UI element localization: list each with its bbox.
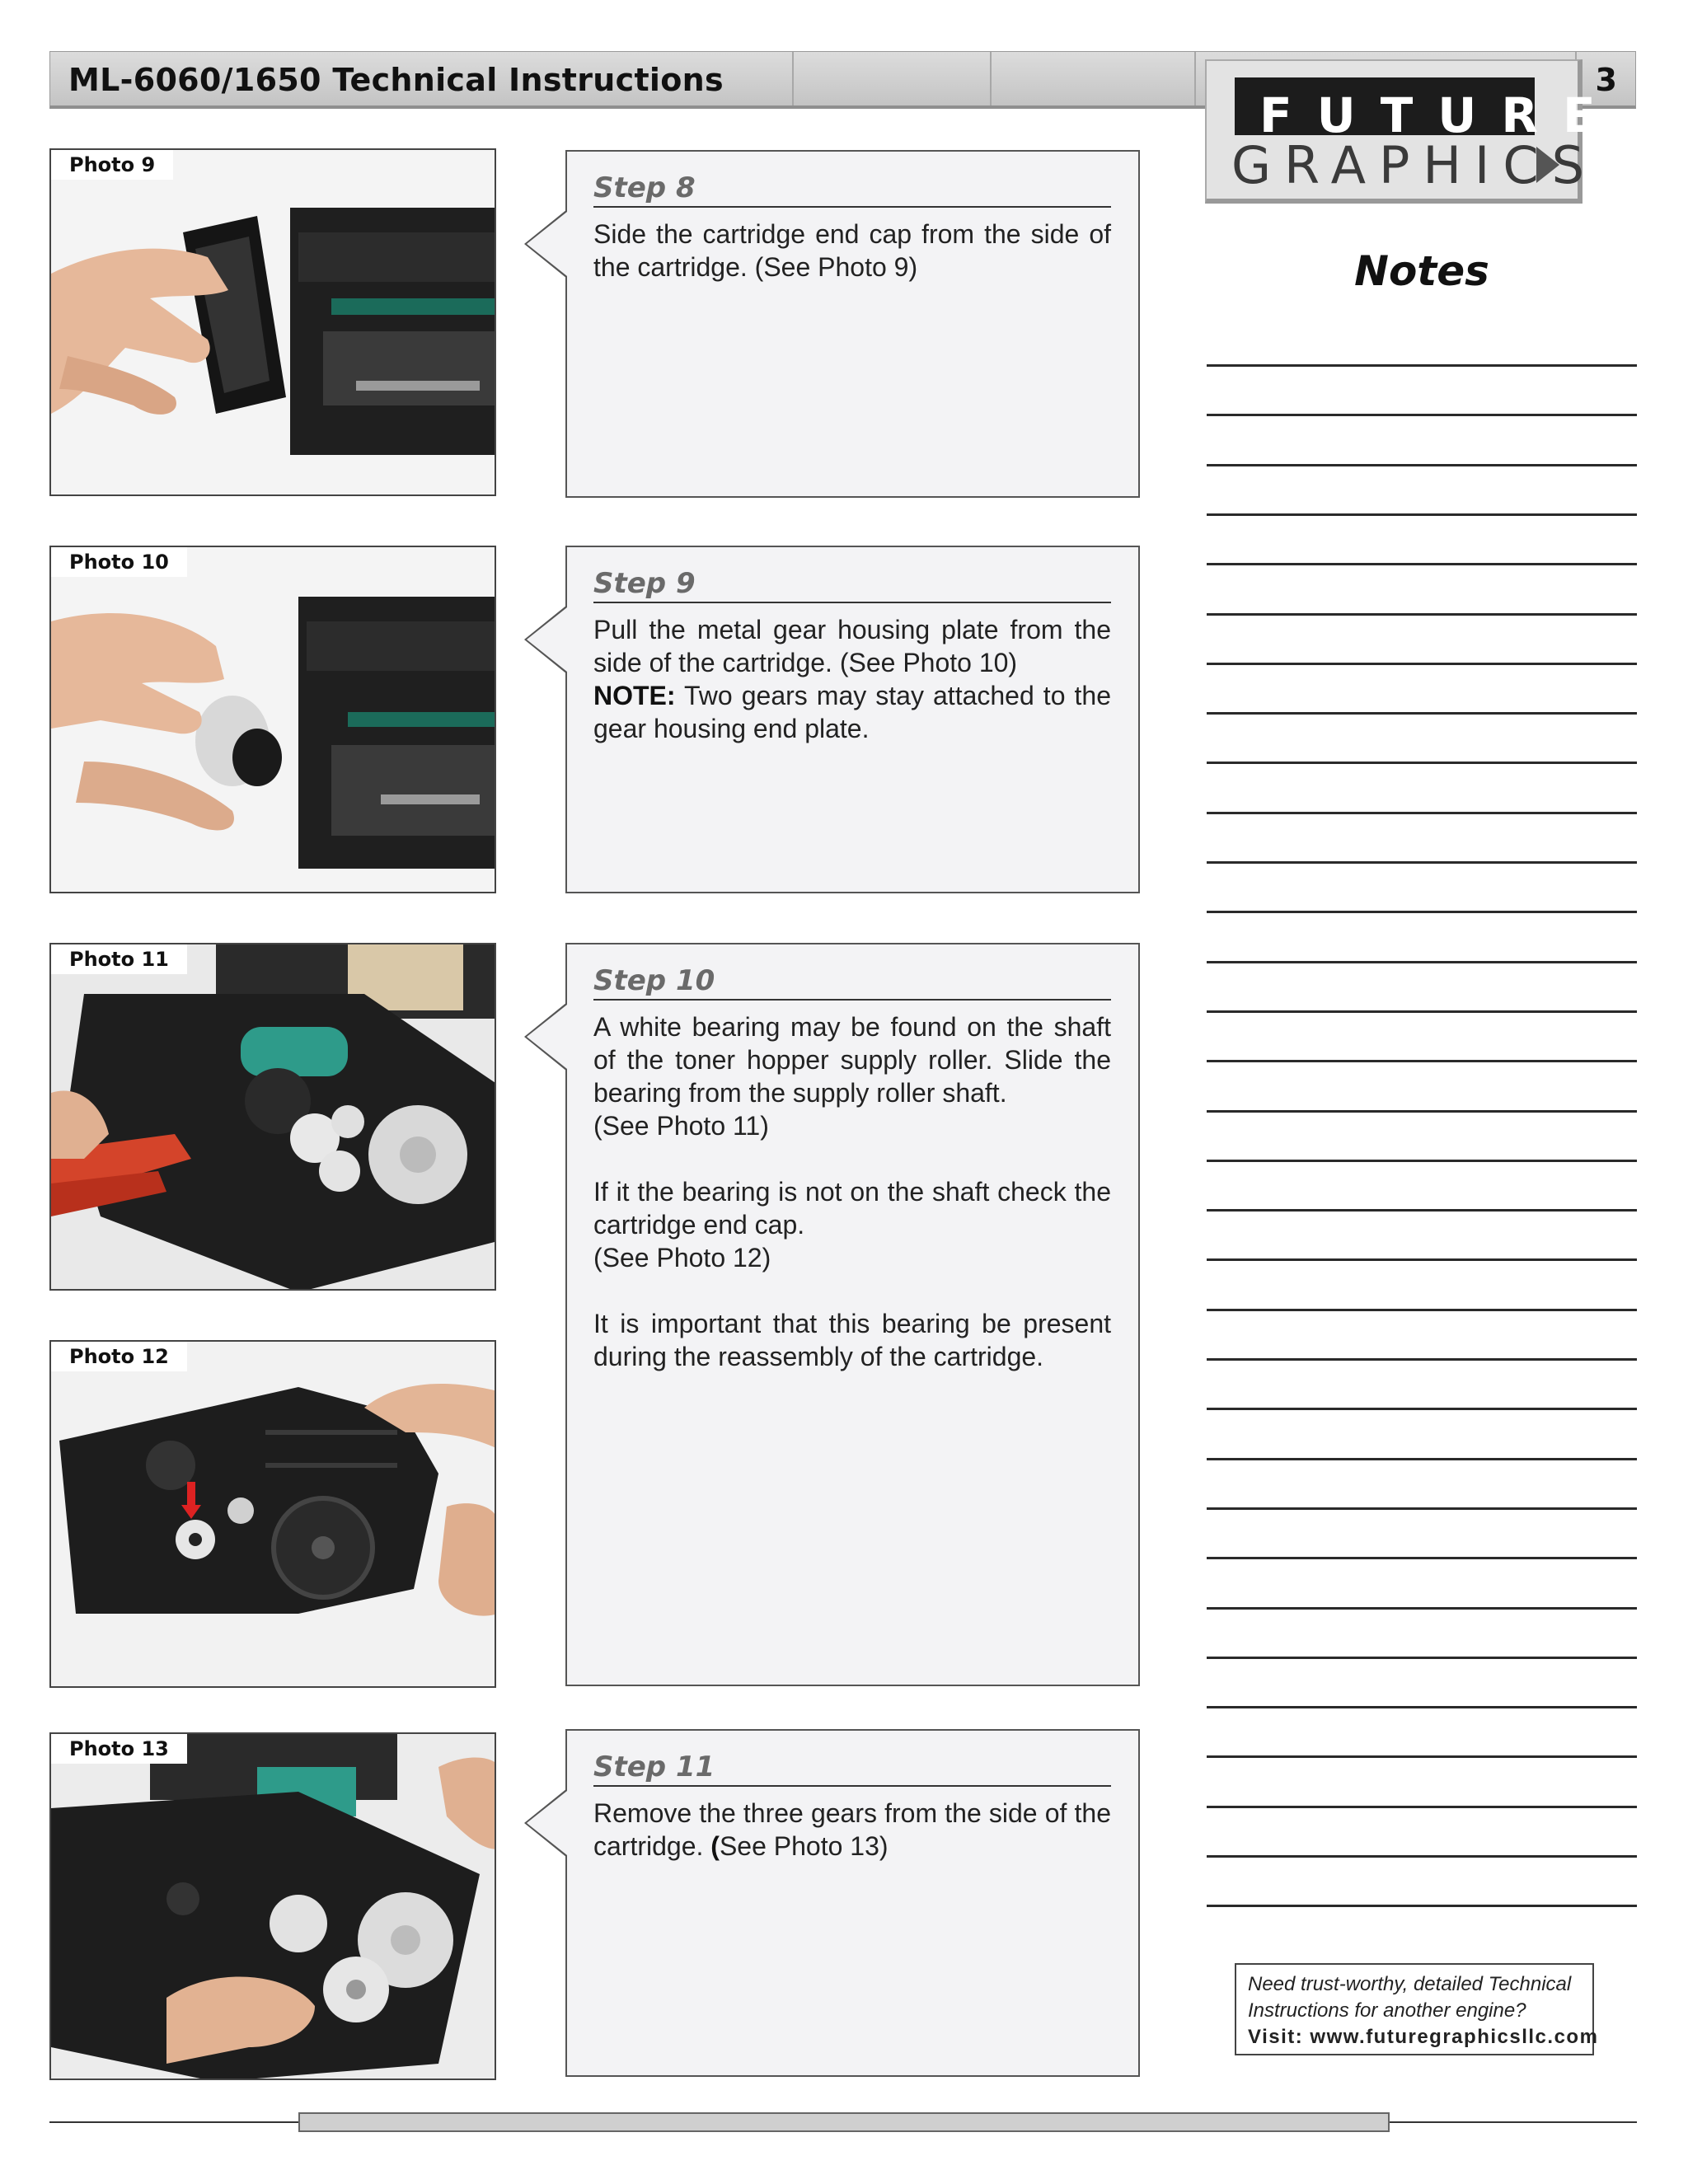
note-line — [1207, 1010, 1637, 1013]
step-11-text-b: See Photo 13) — [719, 1831, 889, 1861]
note-line — [1207, 1657, 1637, 1659]
footer-bar — [298, 2112, 1390, 2132]
promo-line-1: Need trust-worthy, detailed Technical — [1248, 1973, 1572, 1995]
step-10-para-3: It is important that this bearing be present during the reassembly of the cartridge. — [593, 1309, 1111, 1371]
logo-graphics-text: GRAPHICS — [1231, 135, 1597, 195]
note-line — [1207, 364, 1637, 367]
note-line — [1207, 1309, 1637, 1311]
step-11-box — [565, 1729, 1140, 2077]
logo-arrow-icon — [1536, 147, 1559, 183]
promo-line-2: Instructions for another engine? — [1248, 1999, 1526, 2022]
note-line — [1207, 513, 1637, 516]
callout-pointer — [524, 1788, 567, 1858]
step-11-paren: ( — [710, 1831, 720, 1861]
step-9-note — [593, 679, 1111, 745]
callout-pointer — [524, 209, 567, 279]
note-line — [1207, 1160, 1637, 1162]
promo-visit-link[interactable]: Visit: www.futuregraphicsllc.com — [1248, 2026, 1599, 2048]
step-10-para-2-ref: (See Photo 12) — [593, 1243, 771, 1272]
notes-title: Notes — [1354, 247, 1489, 295]
note-line — [1207, 1607, 1637, 1610]
photo-13-image — [51, 1734, 496, 2080]
promo-box — [1235, 1963, 1599, 2055]
step-10-box — [565, 943, 1140, 1686]
photo-11 — [49, 943, 496, 1291]
photo-13 — [49, 1732, 496, 2080]
note-line — [1207, 1755, 1637, 1758]
note-line — [1207, 1806, 1637, 1808]
header-divider — [792, 52, 794, 105]
photo-label: Photo 11 — [51, 944, 187, 974]
note-line — [1207, 911, 1637, 913]
step-title: Step 8 — [593, 171, 1111, 208]
note-line — [1207, 1408, 1637, 1410]
photo-label: Photo 10 — [51, 547, 187, 577]
note-line — [1207, 861, 1637, 864]
photo-9 — [49, 148, 496, 496]
note-line — [1207, 1209, 1637, 1212]
note-line — [1207, 1458, 1637, 1460]
document-title: ML-6060/1650 Technical Instructions — [68, 62, 724, 98]
note-line — [1207, 613, 1637, 616]
note-line — [1207, 812, 1637, 814]
step-10-para-1: A white bearing may be found on the shaft of the toner hopper supply roller. Slide the bearing from the supply roller shaft. — [593, 1012, 1111, 1108]
step-text — [593, 613, 1111, 745]
photo-label: Photo 13 — [51, 1734, 187, 1764]
step-text — [593, 1010, 1111, 1373]
step-10-para-2: If it the bearing is not on the shaft check the cartridge end cap. — [593, 1177, 1111, 1240]
photo-12-image — [51, 1342, 496, 1688]
note-line — [1207, 712, 1637, 715]
photo-label: Photo 9 — [51, 150, 173, 180]
photo-12 — [49, 1340, 496, 1688]
header-divider — [990, 52, 992, 105]
step-9-box — [565, 546, 1140, 893]
note-line — [1207, 1060, 1637, 1062]
step-title: Step 9 — [593, 567, 1111, 603]
step-9-text: Pull the metal gear housing plate from the side of the cartridge. (See Photo 10) — [593, 615, 1111, 677]
step-title: Step 10 — [593, 964, 1111, 1001]
step-8-box — [565, 150, 1140, 498]
note-line — [1207, 762, 1637, 764]
step-11-text-a: Remove the three gears from the side of the cartridge. — [593, 1798, 1111, 1861]
note-line — [1207, 961, 1637, 963]
note-line — [1207, 1706, 1637, 1708]
header-divider — [1194, 52, 1196, 105]
step-text — [593, 218, 1111, 284]
page-number: 3 — [1595, 62, 1617, 98]
note-line — [1207, 1507, 1637, 1510]
step-title: Step 11 — [593, 1750, 1111, 1787]
step-8-text: Side the cartridge end cap from the side of the cartridge. (See Photo 9) — [593, 219, 1111, 282]
note-line — [1207, 1358, 1637, 1361]
photo-10 — [49, 546, 496, 893]
step-10-para-1-ref: (See Photo 11) — [593, 1111, 769, 1141]
note-line — [1207, 563, 1637, 565]
step-11-text — [593, 1797, 1111, 1863]
note-line — [1207, 1905, 1637, 1907]
note-line — [1207, 1855, 1637, 1858]
note-line — [1207, 663, 1637, 665]
note-line — [1207, 414, 1637, 416]
note-line — [1207, 464, 1637, 466]
step-text — [593, 1797, 1111, 1863]
note-text: Two gears may stay attached to the gear housing end plate. — [593, 681, 1111, 743]
logo-future-text: FUTURE — [1259, 87, 1620, 143]
photo-9-image — [51, 150, 496, 496]
note-line — [1207, 1557, 1637, 1559]
photo-label: Photo 12 — [51, 1342, 187, 1371]
future-graphics-logo — [1205, 59, 1620, 204]
callout-pointer — [524, 605, 567, 674]
note-line — [1207, 1110, 1637, 1113]
photo-10-image — [51, 547, 496, 893]
photo-11-image — [51, 944, 496, 1291]
note-label: NOTE: — [593, 681, 676, 710]
callout-pointer — [524, 1002, 567, 1071]
note-line — [1207, 1258, 1637, 1261]
